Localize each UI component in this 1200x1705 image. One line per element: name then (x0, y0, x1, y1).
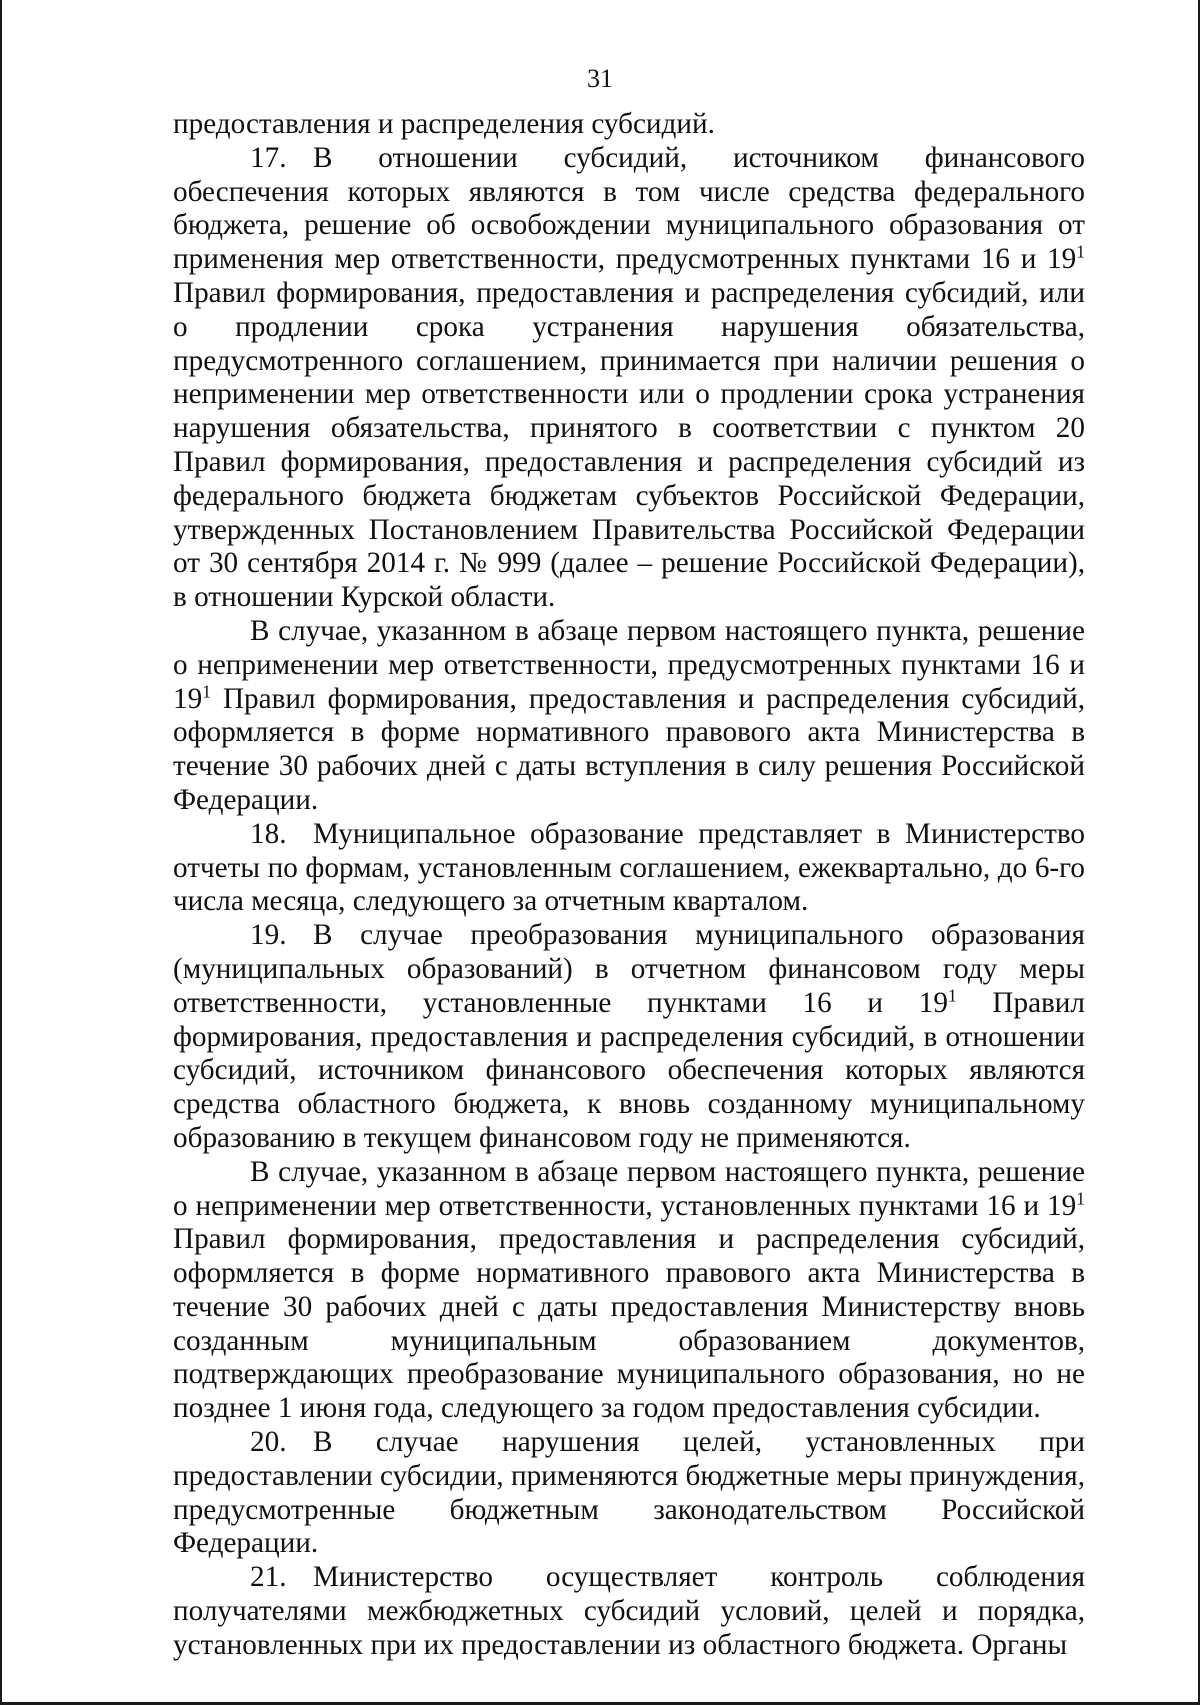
paragraph-text: В случае нарушения целей, установленных при предоставлении субсидии, применяются бюджетные меры принуждения, предусмотренные бюджетным законодательством Российской Федерации. (173, 1426, 1085, 1560)
paragraph-21 (173, 1561, 1085, 1662)
superscript: 1 (1076, 241, 1085, 262)
clause-number: 18. (250, 817, 287, 850)
paragraph-text: В случае, указанном в абзаце первом настоящего пункта, решение о неприменении мер ответственности, установленных пунктами 16 и 19 (173, 1155, 1085, 1222)
paragraph-continuation (173, 108, 1085, 142)
paragraph-20 (173, 1426, 1085, 1561)
paragraph-19-part-2 (173, 1156, 1085, 1426)
paragraph-text: Муниципальное образование представляет в Министерство отчеты по формам, установленным соглашением, ежеквартально, до 6-го числа месяца, следующего за отчетным кварталом. (173, 817, 1085, 918)
paragraph-text: предоставления и распределения субсидий. (173, 108, 715, 140)
clause-number: 21. (250, 1561, 287, 1594)
paragraph-text: В отношении субсидий, источником финансового обеспечения которых являются в том числе средства федерального бюджета, решение об освобождении муниципального образования от применения мер ответственности, предусмотренных пунктами 16 и 19 (173, 141, 1085, 276)
paragraph-text: Правил формирования, предоставления и распределения субсидий, оформляется в форме нормативного правового акта Министерства в течение 30 рабочих дней с даты вступления в силу решения Российской Федерации. (173, 682, 1085, 816)
superscript: 1 (1076, 1187, 1085, 1208)
scan-edge-left (0, 0, 2, 1705)
paragraph-17-part-2 (173, 615, 1085, 818)
paragraph-19 (173, 919, 1085, 1156)
document-body (173, 108, 1085, 1663)
clause-number: 19. (250, 919, 287, 952)
paragraph-18 (173, 818, 1085, 919)
paragraph-text: Министерство осуществляет контроль соблюдения получателями межбюджетных субсидий условий, целей и порядка, установленных при их предоставлении из областного бюджета. Органы (173, 1561, 1085, 1661)
paragraph-text: Правил формирования, предоставления и распределения субсидий, оформляется в форме нормативного правового акта Министерства в течение 30 рабочих дней с даты предоставления Министерству вновь созданным муниципальным образованием документов, подтверждающих преобразование муниципального образования, но не позднее 1 июня года, следующего за годом предоставления субсидии. (173, 1223, 1085, 1425)
paragraph-text: Правил формирования, предоставления и распределения субсидий, в отношении субсидий, источником финансового обеспечения которых являются средства областного бюджета, к вновь созданному муниципальному образованию в текущем финансовом году не применяются. (173, 986, 1085, 1154)
paragraph-text: В случае, указанном в абзаце первом настоящего пункта, решение о неприменении мер ответственности, предусмотренных пунктами 16 и 19 (173, 614, 1085, 715)
paragraph-text: Правил формирования, предоставления и распределения субсидий, или о продлении срока устранения нарушения обязательства, предусмотренного соглашением, принимается при наличии решения о неприменении мер ответственности или о продлении срока устранения нарушения обязательства, принятого в соответствии с пунктом 20 Правил формирования, предоставления и распределения субсидий из федерального бюджета бюджетам субъектов Российской Федерации, утвержденных Постановлением Правительства Российской Федерации от 30 сентября 2014 г. № 999 (далее – решение Российской Федерации), в отношении Курской области. (173, 276, 1085, 614)
superscript: 1 (202, 680, 211, 701)
paragraph-17 (173, 142, 1085, 615)
clause-number: 17. (250, 141, 287, 174)
superscript: 1 (947, 984, 957, 1005)
page-number: 31 (587, 64, 613, 93)
paragraph-text: В случае преобразования муниципального образования (муниципальных образований) в отчетном финансовом году меры ответственности, установленные пунктами 16 и 19 (173, 919, 1085, 1019)
clause-number: 20. (250, 1426, 287, 1459)
